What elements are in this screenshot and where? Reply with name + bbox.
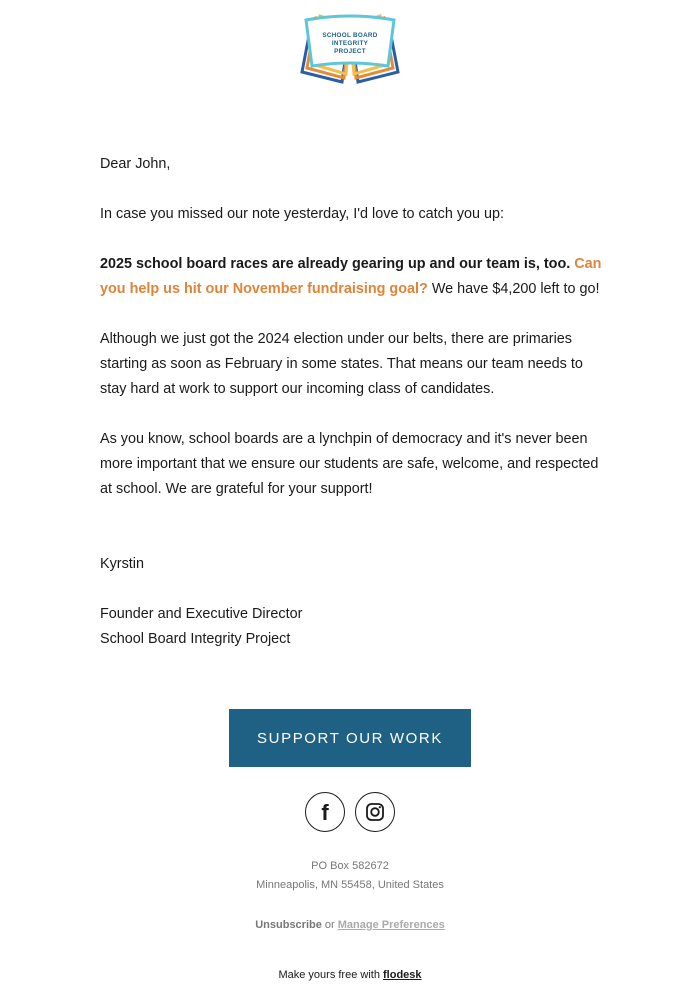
instagram-link[interactable] [355,792,395,832]
remaining-amount-text: We have $4,200 left to go! [431,281,600,297]
greeting: Dear John, [100,156,171,172]
democracy-paragraph: As you know, school boards are a lynchpin of democracy and it's never been more important that we ensure our students are safe, welcome, and respected at school. We are grateful for your support! [100,431,599,497]
support-our-work-button[interactable]: SUPPORT OUR WORK [229,709,471,767]
manage-preferences-link[interactable]: Manage Preferences [337,919,445,931]
intro-paragraph: In case you missed our note yesterday, I'd love to catch you up: [100,206,505,222]
made-with-row [0,967,700,983]
made-with-text: Make yours free with [278,969,380,981]
address-line-2: Minneapolis, MN 55458, United States [256,879,444,891]
primaries-paragraph: Although we just got the 2024 election under our belts, there are primaries starting as soon as February in some states. That means our team needs to stay hard at work to support our incoming class of candidates. [100,331,583,397]
email-body [100,152,610,652]
unsubscribe-row [0,917,700,933]
bold-statement: 2025 school board races are already gearing up and our team is, too. [100,256,571,272]
logo-wordmark: SCHOOL BOARD INTEGRITY PROJECT [322,32,378,55]
signature-name: Kyrstin [100,556,144,572]
signature-title: Founder and Executive Director [100,606,303,622]
address-line-1: PO Box 582672 [311,860,389,872]
facebook-icon: f [321,800,329,825]
signature-org: School Board Integrity Project [100,631,291,647]
fundraising-highlight: Can you help us hit our November fundraising goal? [100,256,602,297]
social-links [305,792,395,832]
flodesk-link[interactable]: flodesk [383,969,422,981]
mailing-address [0,857,700,895]
facebook-link[interactable] [305,792,345,832]
or-text: or [324,919,335,931]
fundraising-paragraph [100,252,610,302]
instagram-icon [365,802,385,822]
unsubscribe-link[interactable]: Unsubscribe [255,919,322,931]
organization-logo [296,14,404,90]
